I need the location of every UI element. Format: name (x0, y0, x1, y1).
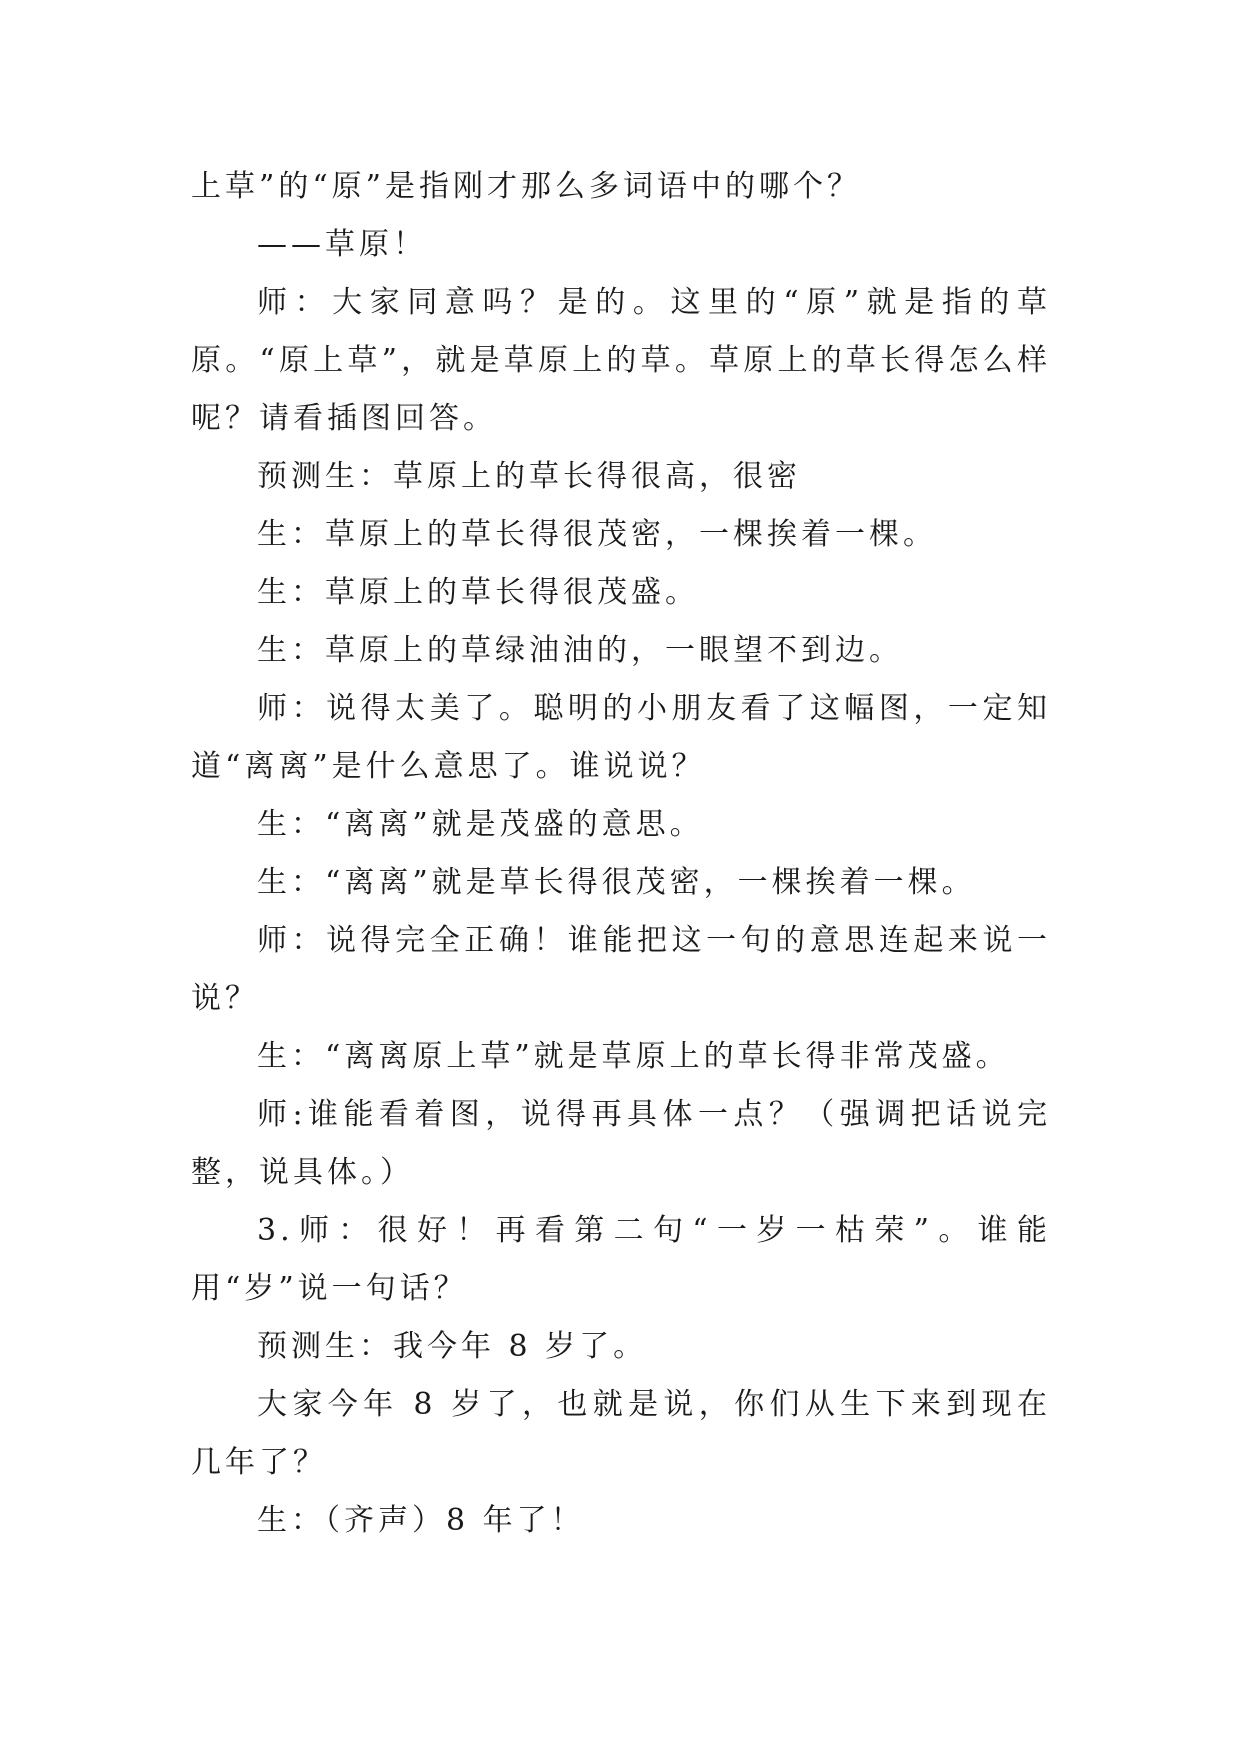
paragraph: 生：草原上的草长得很茂密，一棵挨着一棵。 (257, 517, 937, 552)
paragraph: 生：“离离原上草”就是草原上的草长得非常茂盛。 (257, 1039, 1010, 1074)
paragraph: 生：草原上的草绿油油的，一眼望不到边。 (257, 633, 903, 668)
paragraph: 师：说得太美了。聪明的小朋友看了这幅图，一定知道“离离”是什么意思了。谁说说？ (191, 691, 1051, 784)
paragraph: 师：说得完全正确！谁能把这一句的意思连起来说一说？ (191, 923, 1051, 1016)
paragraph: ——草原！ (257, 227, 427, 262)
paragraph: 生：（齐声）8 年了！ (257, 1503, 585, 1538)
paragraph: 预测生：我今年 8 岁了。 (257, 1329, 648, 1364)
paragraph: 预测生：草原上的草长得很高，很密 (257, 459, 801, 494)
paragraph: 生：“离离”就是茂盛的意思。 (257, 807, 704, 842)
paragraph: 师:谁能看着图，说得再具体一点？（强调把话说完整，说具体。） (191, 1097, 1051, 1190)
paragraph: 师：大家同意吗？是的。这里的“原”就是指的草原。“原上草”，就是草原上的草。草原上的草长得怎么样呢？请看插图回答。 (191, 285, 1051, 436)
paragraph: 生：“离离”就是草长得很茂密，一棵挨着一棵。 (257, 865, 976, 900)
document-body (191, 158, 1051, 1550)
paragraph: 大家今年 8 岁了，也就是说，你们从生下来到现在几年了？ (191, 1387, 1051, 1480)
paragraph: 生：草原上的草长得很茂盛。 (257, 575, 699, 610)
paragraph: 3.师：很好！再看第二句“一岁一枯荣”。谁能用“岁”说一句话？ (191, 1213, 1051, 1306)
paragraph: 上草”的“原”是指刚才那么多词语中的哪个？ (191, 169, 862, 204)
